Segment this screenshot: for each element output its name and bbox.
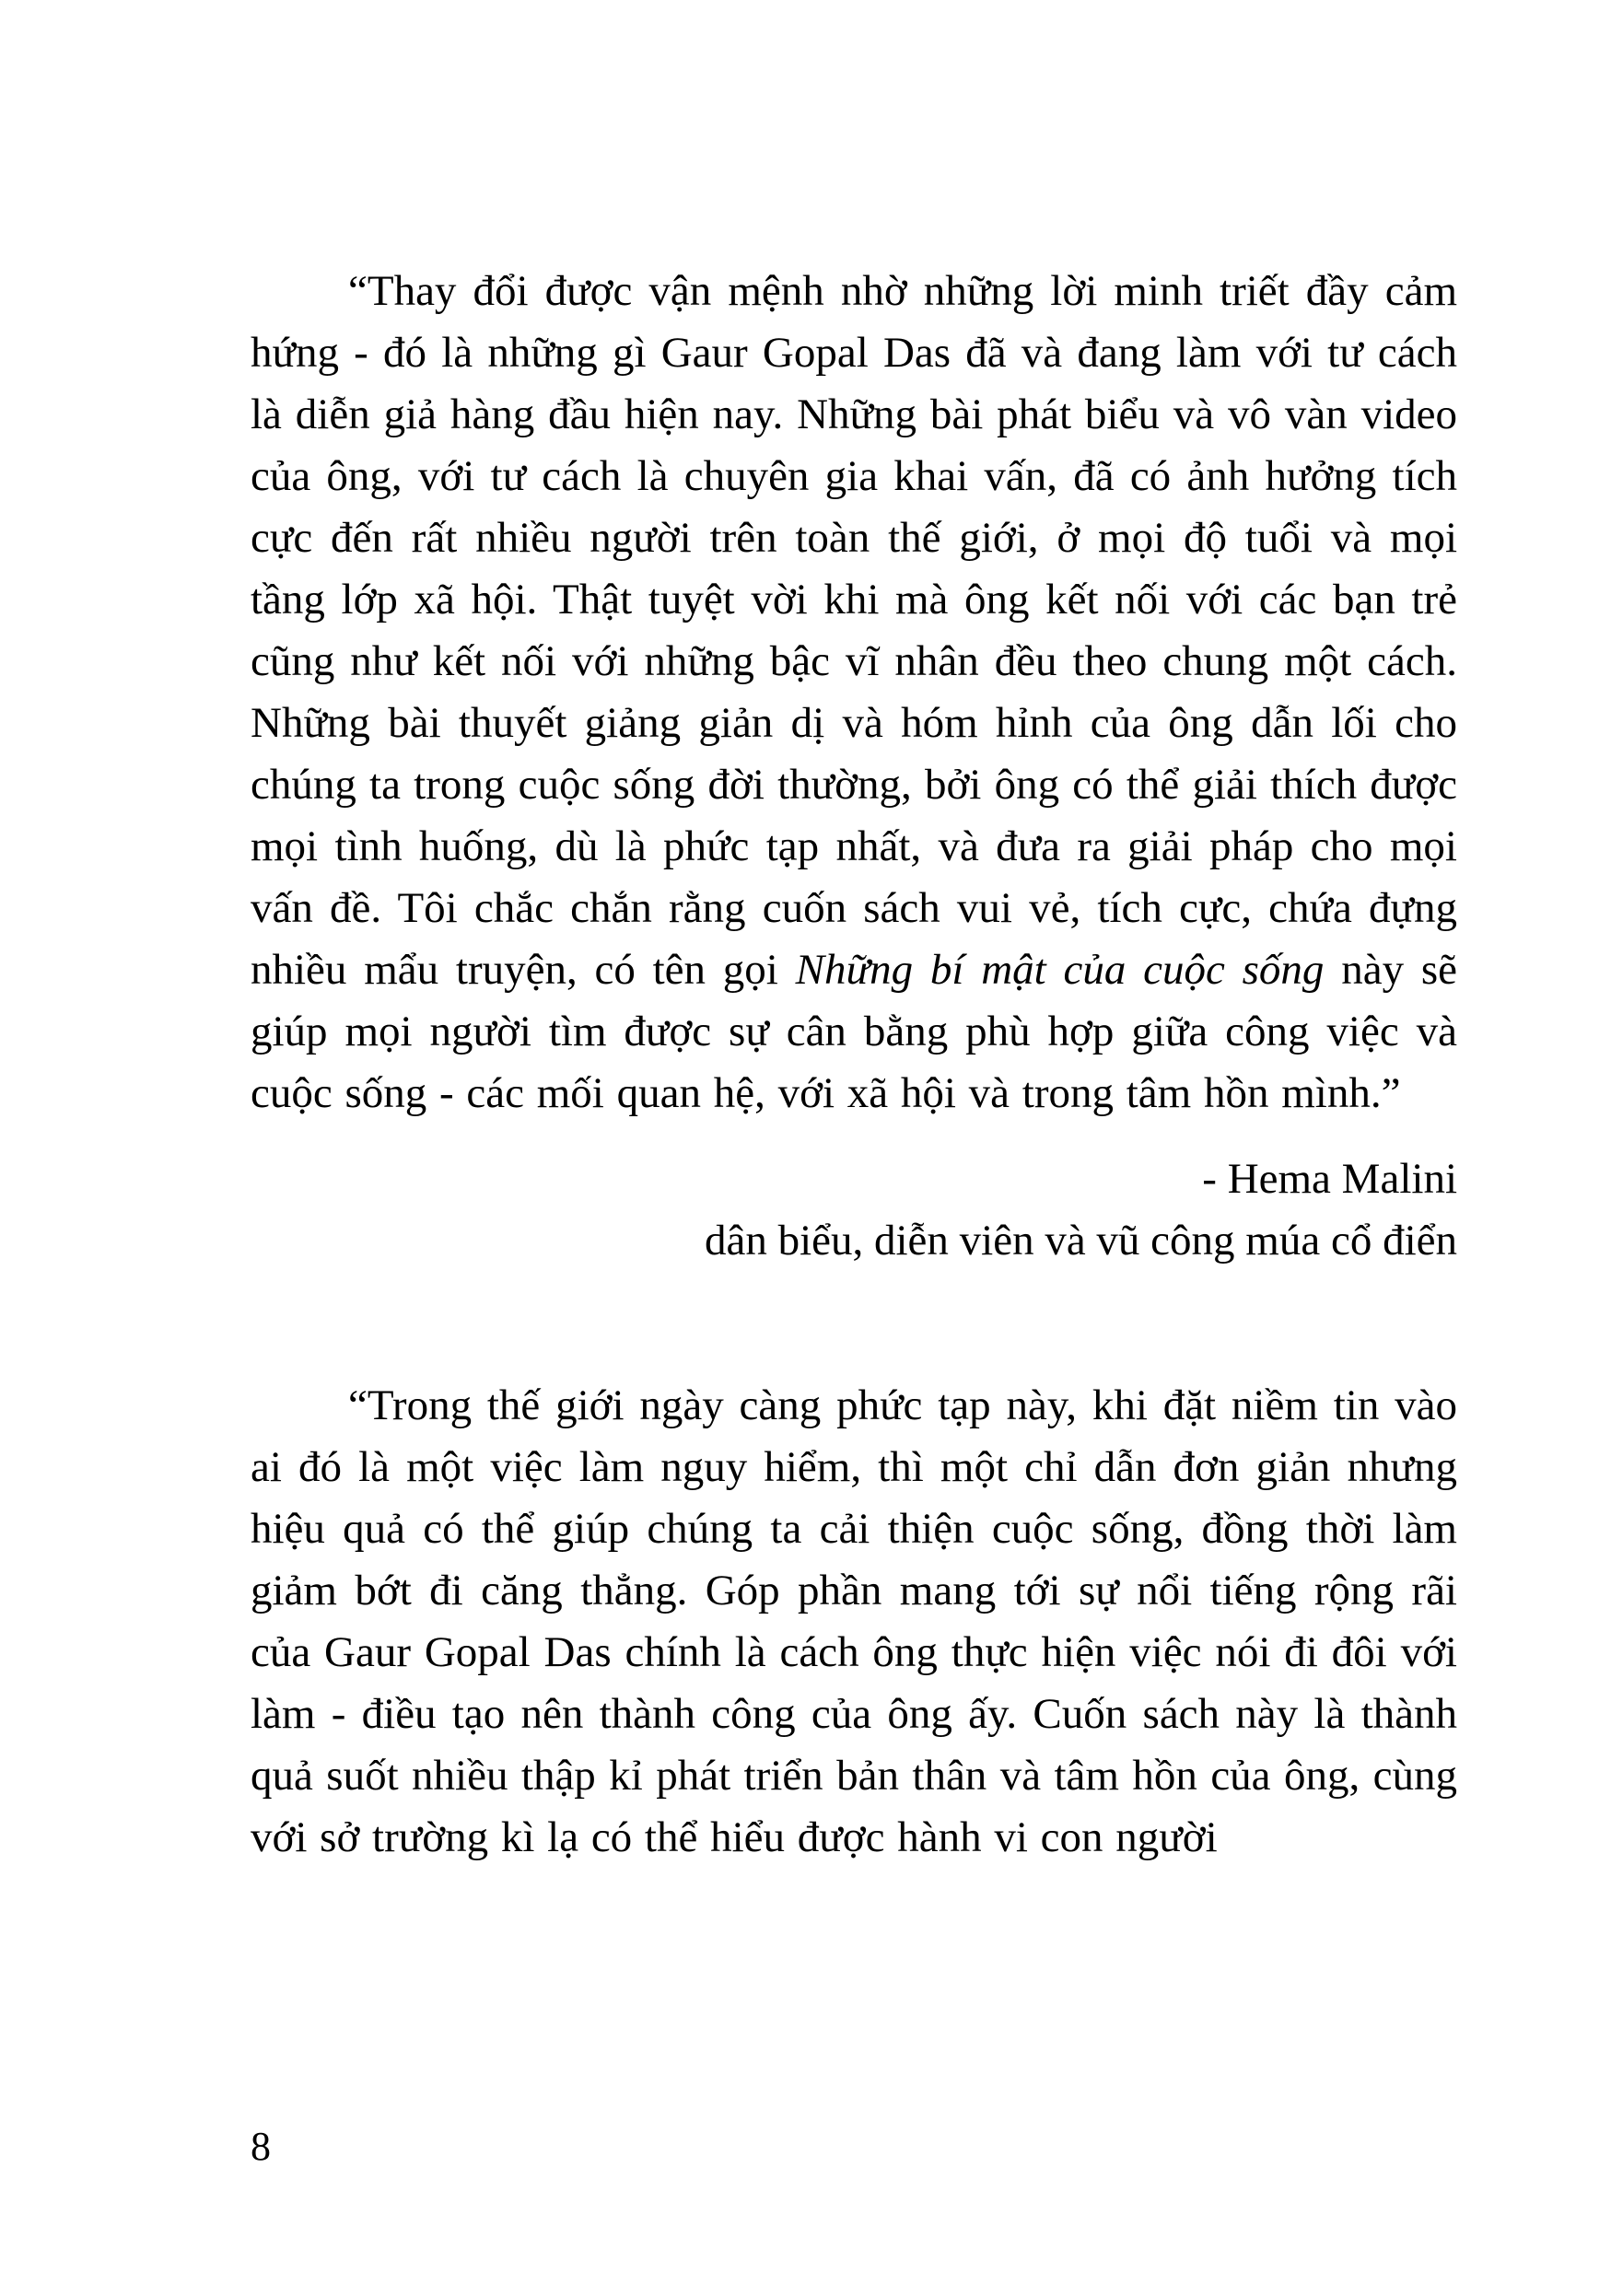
quote-paragraph-2: “Trong thế giới ngày càng phức tạp này, khi đặt niềm tin vào ai đó là một việc làm nguy hiểm, thì một chỉ dẫn đơn giản nhưng hiệu quả có thể giúp chúng ta cải thiện cuộc sống, đồng thời làm giảm bớt đi căng thẳng. Góp phần mang tới sự nổi tiếng rộng rãi của Gaur Gopal Das chính là cách ông thực hiện việc nói đi đôi với làm - điều tạo nên thành công của ông ấy. Cuốn sách này là thành quả suốt nhiều thập kỉ phát triển bản thân và tâm hồn của ông, cùng với sở trường kì lạ có thể hiểu được hành vi con người (251, 1381, 1457, 1861)
page-number: 8 (251, 2124, 271, 2169)
text-block (251, 261, 1457, 1869)
quote-1-text-before-title: “Thay đổi được vận mệnh nhờ những lời minh triết đầy cảm hứng - đó là những gì Gaur Gopal Das đã và đang làm với tư cách là diễn giả hàng đầu hiện nay. Những bài phát biểu và vô vàn video của ông, với tư cách là chuyên gia khai vấn, đã có ảnh hưởng tích cực đến rất nhiều người trên toàn thế giới, ở mọi độ tuổi và mọi tầng lớp xã hội. Thật tuyệt vời khi mà ông kết nối với các bạn trẻ cũng như kết nối với những bậc vĩ nhân đều theo chung một cách. Những bài thuyết giảng giản dị và hóm hỉnh của ông dẫn lối cho chúng ta trong cuộc sống đời thường, bởi ông có thể giải thích được mọi tình huống, dù là phức tạp nhất, và đưa ra giải pháp cho mọi vấn đề. Tôi chắc chắn rằng cuốn sách vui vẻ, tích cực, chứa đựng nhiều mẩu truyện, có tên gọi (251, 267, 1457, 994)
attribution-name: - Hema Malini (1202, 1155, 1457, 1203)
quote-1-text-after-title: này sẽ giúp mọi người tìm được sự cân bằng phù hợp giữa công việc và cuộc sống - các mối quan hệ, với xã hội và trong tâm hồn mình.” (251, 946, 1457, 1117)
attribution-block (251, 1148, 1457, 1272)
quote-paragraph-1 (251, 261, 1457, 1125)
book-title-italic: Những bí mật của cuộc sống (795, 946, 1325, 994)
attribution-role: dân biểu, diễn viên và vũ công múa cổ điển (704, 1217, 1457, 1265)
